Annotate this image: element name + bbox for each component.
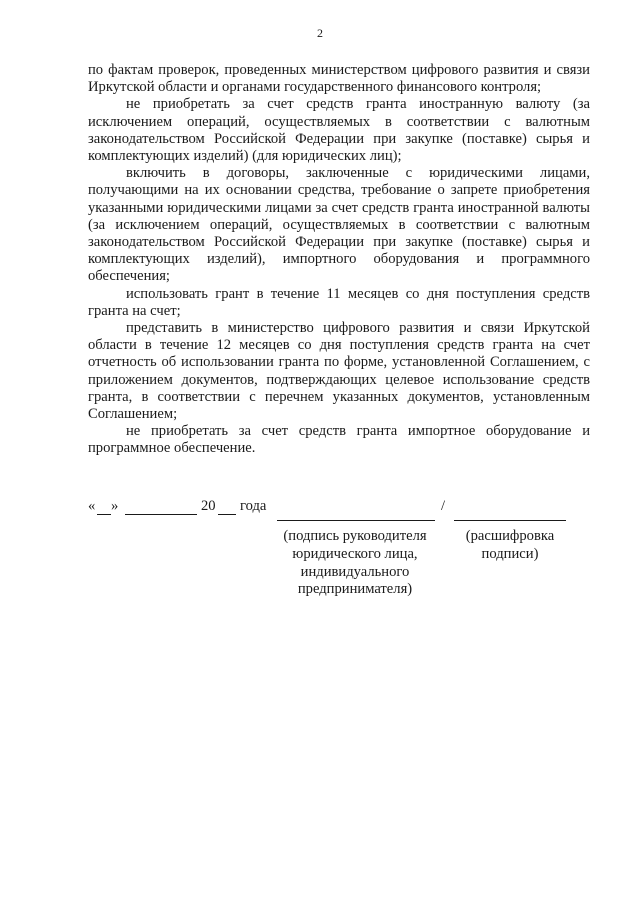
year-prefix: 20	[201, 498, 216, 514]
paragraph-import-ban: не приобретать за счет средств гранта импортное оборудование и программное обеспечение.	[88, 423, 590, 457]
paragraph-contract-requirement: включить в договоры, заключенные с юридическими лицами, получающими на их основании средства, требование о запрете приобретения указанными юридическими лицами за счет средств гранта иностранной валюты (за исключением операций, осуществляемых в соответствии с валютным законодательством Российской Федерации при закупке (поставке) сырья и комплектующих изделий), импортного оборудования и программного обеспечения;	[88, 165, 590, 285]
page-number: 2	[317, 26, 323, 40]
signature-caption: (подпись руководителя юридического лица, индивидуального предпринимателя)	[283, 528, 427, 598]
paragraph-control-bodies: по фактам проверок, проведенных министерством цифрового развития и связи Иркутской области и органами государственного финансового контроля;	[88, 62, 590, 96]
date-open-quote: «	[88, 498, 96, 514]
paragraph-reporting: представить в министерство цифрового развития и связи Иркутской области в течение 12 месяцев со дня поступления средств гранта на счет отчетность об использовании гранта по форме, установленной Соглашением, с приложением документов, подтверждающих целевое использование средств гранта, в соответствии с перечнем указанных документов, установленным Соглашением;	[88, 320, 590, 423]
date-close-quote: »	[111, 498, 119, 514]
paragraph-foreign-currency: не приобретать за счет средств гранта иностранную валюту (за исключением операций, осуществляемых в соответствии с валютным законодательством Российской Федерации при закупке (поставке) сырья и комплектующих изделий) (для юридических лиц);	[88, 96, 590, 165]
document-body	[88, 62, 590, 458]
decoding-line	[454, 520, 566, 521]
year-suffix: года	[240, 498, 267, 514]
signature-block	[88, 498, 590, 522]
signature-separator: /	[441, 498, 446, 514]
day-blank	[97, 514, 111, 515]
paragraph-grant-usage-term: использовать грант в течение 11 месяцев со дня поступления средств гранта на счет;	[88, 285, 590, 319]
year-blank	[218, 514, 236, 515]
decoding-caption: (расшифровка подписи)	[465, 528, 555, 562]
month-blank	[125, 514, 197, 515]
signature-line	[277, 520, 435, 521]
